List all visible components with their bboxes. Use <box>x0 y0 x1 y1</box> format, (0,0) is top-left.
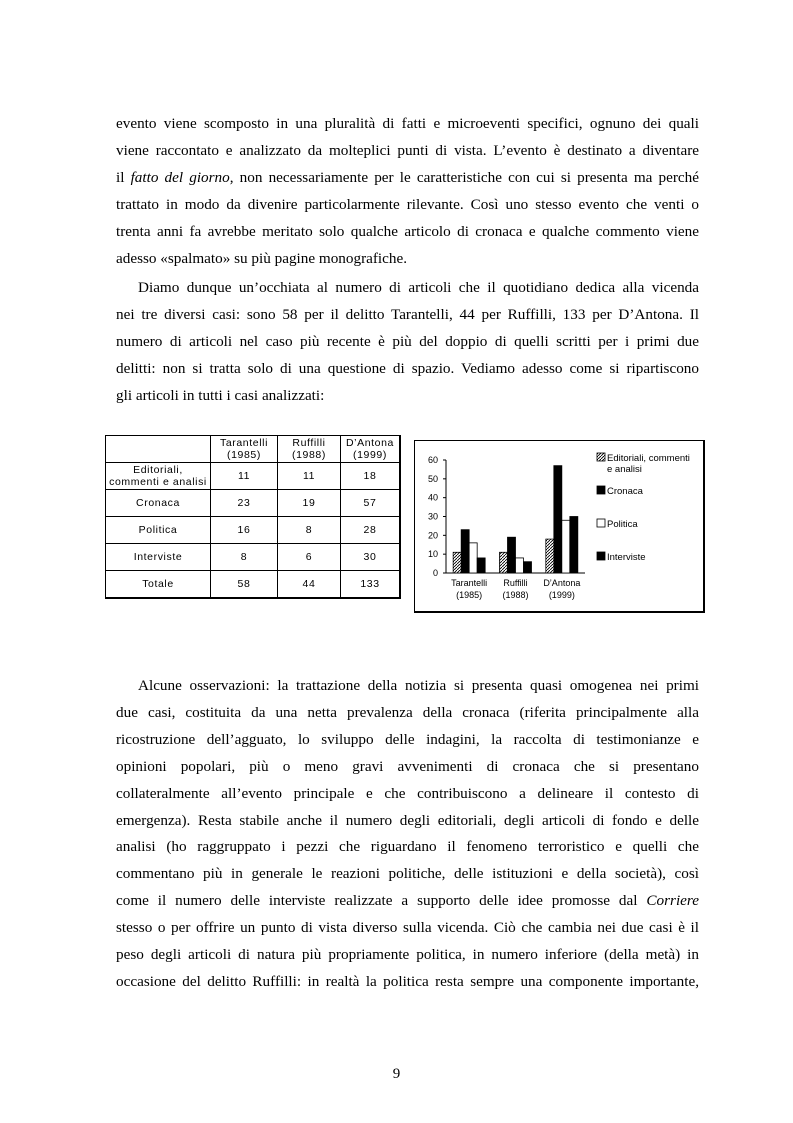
table-cell: 18 <box>341 463 401 490</box>
legend-label: Cronaca <box>607 486 643 497</box>
text-line: come il numero delle interviste realizzate a supporto delle idee promosse dal Corriere <box>116 892 699 910</box>
table-cell: 6 <box>278 544 341 571</box>
text-line: delitti: non si tratta solo di una questione di spazio. Vediamo adesso come si ripartiscono <box>116 359 699 377</box>
table-cell: 23 <box>211 490 278 517</box>
text-line: analisi (ho raggruppato i pezzi che riguardano il fenomeno terroristico e quelli che <box>116 838 699 856</box>
legend-swatch <box>597 486 605 494</box>
bar <box>508 537 516 573</box>
chart-svg <box>415 441 704 612</box>
text-line: Alcune osservazioni: la trattazione della notizia si presenta quasi omogenea nei primi <box>138 677 699 694</box>
table-cell: 11 <box>211 463 278 490</box>
legend-label: Interviste <box>607 552 646 563</box>
table-row <box>106 463 401 490</box>
legend-label: e analisi <box>607 464 642 475</box>
text-line: commentano più in generale le reazioni politiche, delle istituzioni e della società), così <box>116 865 699 883</box>
text-line: collateralmente all’evento principale e che contribuiscono a delineare il contesto di <box>116 784 699 802</box>
legend-swatch <box>597 552 605 560</box>
bar <box>461 530 469 573</box>
y-tick-label: 0 <box>432 568 438 578</box>
y-tick-label: 10 <box>427 549 438 560</box>
legend-swatch <box>597 453 605 461</box>
legend-label: Politica <box>607 519 638 530</box>
text-line: viene raccontato e analizzato da molteplici punti di vista. L’evento è destinato a diventare <box>116 141 699 159</box>
y-tick-label: 20 <box>427 530 438 541</box>
table-cell: 16 <box>211 517 278 544</box>
table-header-cell: D’Antona (1999) <box>341 436 401 463</box>
x-tick-label: (1988) <box>502 590 529 600</box>
text-line: emergenza). Resta stabile anche il numero degli editoriali, degli articoli di fondo e delle <box>116 811 699 829</box>
table-cell: Totale <box>106 571 211 598</box>
x-tick-label: (1999) <box>548 590 575 600</box>
bar <box>546 539 554 573</box>
text-line: numero di articoli nel caso più recente è più del doppio di quelli scritti per i primi due <box>116 332 699 350</box>
italic-text: fatto del giorno <box>130 168 230 186</box>
table-cell: 19 <box>278 490 341 517</box>
bar <box>500 552 508 573</box>
table-cell: 133 <box>341 571 401 598</box>
table-cell: 11 <box>278 463 341 490</box>
table-cell: Politica <box>106 517 211 544</box>
table-row <box>106 544 401 571</box>
y-tick-label: 60 <box>427 455 438 465</box>
paragraph-3 <box>116 673 699 996</box>
bar <box>477 558 485 573</box>
table-cell: Cronaca <box>106 490 211 517</box>
text-line: opinioni popolari, più o meno gravi avvenimenti di cronaca che si presentano <box>116 757 699 775</box>
bar-chart <box>414 440 705 613</box>
x-tick-label: Ruffilli <box>503 578 528 588</box>
legend-label: Editoriali, commenti <box>607 453 690 464</box>
text-line: trattato in modo da divenire particolarmente rilevante. Così uno stesso evento che venti o <box>116 195 699 213</box>
table-cell: Interviste <box>106 544 211 571</box>
text-line: nei tre diversi casi: sono 58 per il delitto Tarantelli, 44 per Ruffilli, 133 per D’Antona. Il <box>116 305 699 323</box>
text-line: Diamo dunque un’occhiata al numero di articoli che il quotidiano dedica alla vicenda <box>138 279 699 296</box>
bar <box>516 558 524 573</box>
bar <box>524 562 532 573</box>
text-line: occasione del delitto Ruffilli: in realtà la politica resta sempre una componente importante, <box>116 972 699 990</box>
table-row <box>106 490 401 517</box>
italic-text: Corriere <box>646 892 699 910</box>
table-cell: 8 <box>211 544 278 571</box>
articles-table <box>105 435 401 599</box>
bar <box>469 543 477 573</box>
x-tick-label: Tarantelli <box>451 578 488 588</box>
table-header-cell: Ruffilli (1988) <box>278 436 341 463</box>
table-cell: 57 <box>341 490 401 517</box>
bar <box>562 520 570 573</box>
y-tick-label: 40 <box>427 492 438 503</box>
text-line: adesso «spalmato» su più pagine monografiche. <box>116 249 408 267</box>
bar <box>554 466 562 573</box>
text-line: peso degli articoli di natura più propriamente politica, in numero inferiore (della metà) in <box>116 946 699 964</box>
table-cell: 8 <box>278 517 341 544</box>
text-line: due casi, costituita da una netta prevalenza della cronaca (riferita principalmente alla <box>116 703 699 721</box>
table-row <box>106 517 401 544</box>
paragraph-2 <box>116 275 699 410</box>
text-line: stesso o per offrire un punto di vista diverso sulla vicenda. Ciò che cambia nei due casi è il <box>116 919 699 937</box>
table-cell: 28 <box>341 517 401 544</box>
table-cell: Editoriali, commenti e analisi <box>106 463 211 490</box>
legend-swatch <box>597 519 605 527</box>
text-line: gli articoli in tutti i casi analizzati: <box>116 386 325 404</box>
x-tick-label: D’Antona <box>543 578 581 588</box>
y-tick-label: 30 <box>427 511 438 522</box>
table-cell: 58 <box>211 571 278 598</box>
table-cell: 44 <box>278 571 341 598</box>
x-tick-label: (1985) <box>456 590 483 600</box>
bar <box>453 552 461 573</box>
table-header-cell <box>106 436 211 463</box>
table-header-row <box>106 436 401 463</box>
text-line: ricostruzione dell’agguato, lo sviluppo delle indagini, la raccolta di testimonianze e <box>116 730 699 748</box>
table-header-cell: Tarantelli (1985) <box>211 436 278 463</box>
y-tick-label: 50 <box>427 473 438 484</box>
bar <box>570 517 578 574</box>
text-line: trenta anni fa avrebbe meritato solo qualche articolo di cronaca e qualche commento viene <box>116 222 699 240</box>
table-row <box>106 571 401 598</box>
table-cell: 30 <box>341 544 401 571</box>
page-number: 9 <box>392 1066 401 1082</box>
paragraph-1 <box>116 111 699 272</box>
text-line: il fatto del giorno, non necessariamente per le caratteristiche con cui si presenta ma perché <box>116 168 699 186</box>
text-line: evento viene scomposto in una pluralità di fatti e microeventi specifici, ognuno dei quali <box>116 115 699 132</box>
